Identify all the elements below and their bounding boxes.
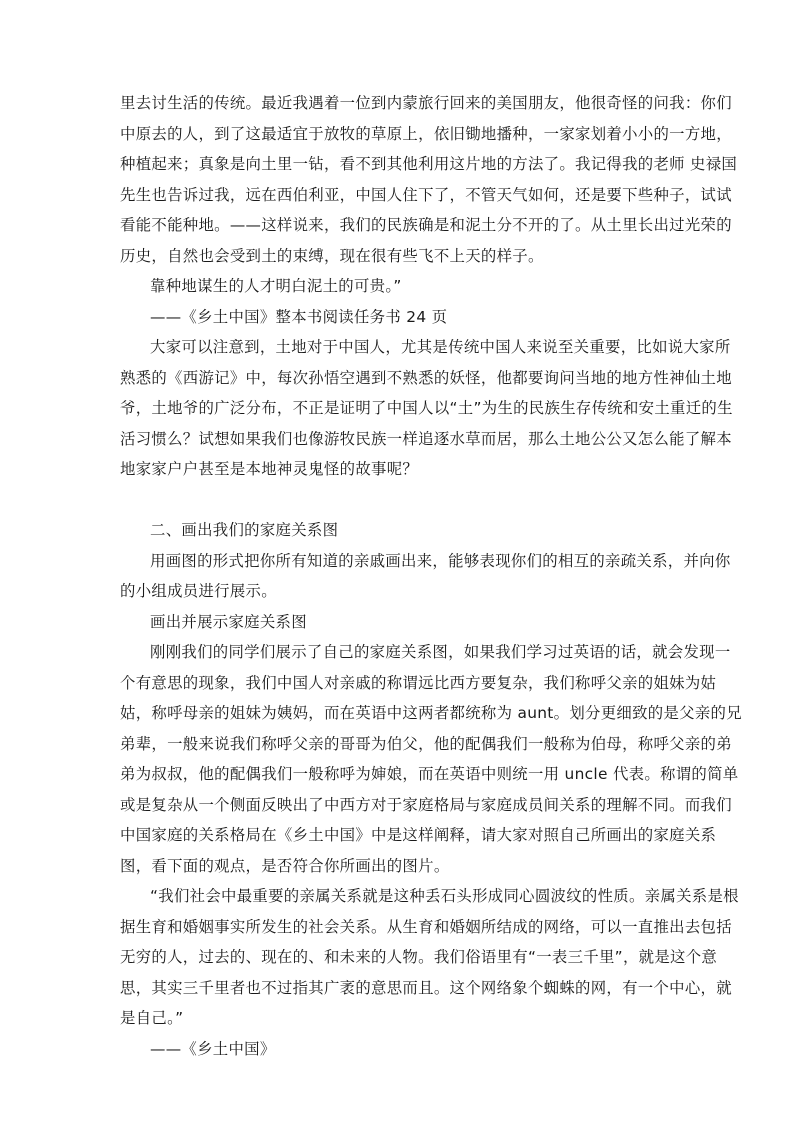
text-line: 个有意思的现象，我们中国人对亲戚的称谓远比西方要复杂，我们称呼父亲的姐妹为姑 — [120, 674, 717, 692]
quote-line: 无穷的人，过去的、现在的、和未来的人物。我们俗语里有“一表三千里”，就是这个意 — [120, 948, 718, 966]
citation-line: ——《乡土中国》整本书阅读任务书 24 页 — [150, 308, 448, 326]
quote-line: 是自己。” — [120, 1009, 184, 1027]
text-line: 历史，自然也会受到土的束缚，现在很有些飞不上天的样子。 — [120, 247, 544, 265]
text-line: 用画图的形式把你所有知道的亲戚画出来，能够表现你们的相互的亲疏关系，并向你 — [150, 552, 731, 570]
text-line: 看能不能种地。——这样说来，我们的民族确是和泥土分不开的了。从土里长出过光荣的 — [120, 216, 732, 234]
text-line: 弟辈，一般来说我们称呼父亲的哥哥为伯父，他的配偶我们一般称为伯母，称呼父亲的弟 — [120, 735, 732, 753]
quote-line: “我们社会中最重要的亲属关系就是这种丢石头形成同心圆波纹的性质。亲属关系是根 — [150, 887, 739, 905]
text-line: 弟为叔叔，他的配偶我们一般称呼为婶娘，而在英语中则统一用 uncle 代表。称谓的简单 — [120, 765, 739, 783]
text-line: 先生也告诉过我，远在西伯利亚，中国人住下了，不管天气如何，还是要下些种子，试试 — [120, 186, 732, 204]
text-line: 中原去的人，到了这最适宜于放牧的草原上，依旧锄地播种，一家家划着小小的一方地， — [120, 125, 732, 143]
text-line: 的小组成员进行展示。 — [120, 582, 277, 600]
text-line: 活习惯么？试想如果我们也像游牧民族一样追逐水草而居，那么土地公公又怎么能了解本 — [120, 430, 732, 448]
text-line: 靠种地谋生的人才明白泥土的可贵。” — [150, 277, 402, 295]
section-heading: 二、画出我们的家庭关系图 — [150, 521, 339, 539]
text-line: 里去讨生活的传统。最近我遇着一位到内蒙旅行回来的美国朋友，他很奇怪的问我：你们 — [120, 94, 732, 112]
text-line: 图，看下面的观点，是否符合你所画出的图片。 — [120, 857, 450, 875]
citation-line: ——《乡土中国》 — [150, 1040, 276, 1058]
quote-line: 思，其实三千里者也不过指其广袤的意思而且。这个网络象个蜘蛛的网，有一个中心，就 — [120, 979, 732, 997]
text-line: 爷，土地爷的广泛分布，不正是证明了中国人以“土”为生的民族生存传统和安土重迁的生 — [120, 399, 733, 417]
text-line: 刚刚我们的同学们展示了自己的家庭关系图，如果我们学习过英语的话，就会发现一 — [150, 643, 731, 661]
text-line: 地家家户户甚至是本地神灵鬼怪的故事呢？ — [120, 460, 419, 478]
quote-line: 据生育和婚姻事实所发生的社会关系。从生育和婚姻所结成的网络，可以一直推出去包括 — [120, 918, 732, 936]
text-line: 中国家庭的关系格局在《乡土中国》中是这样阐释，请大家对照自己所画出的家庭关系 — [120, 826, 717, 844]
text-line: 大家可以注意到，土地对于中国人，尤其是传统中国人来说至关重要，比如说大家所 — [150, 338, 731, 356]
text-line: 或是复杂从一个侧面反映出了中西方对于家庭格局与家庭成员间关系的理解不同。而我们 — [120, 796, 732, 814]
task-label: 画出并展示家庭关系图 — [150, 613, 307, 631]
text-line: 姑，称呼母亲的姐妹为姨妈，而在英语中这两者都统称为 aunt。划分更细致的是父亲的兄 — [120, 704, 742, 722]
text-line: 熟悉的《西游记》中，每次孙悟空遇到不熟悉的妖怪，他都要询问当地的地方性神仙土地 — [120, 369, 732, 387]
text-line: 种植起来；真象是向土里一钻，看不到其他利用这片地的方法了。我记得我的老师 史禄国 — [120, 155, 738, 173]
